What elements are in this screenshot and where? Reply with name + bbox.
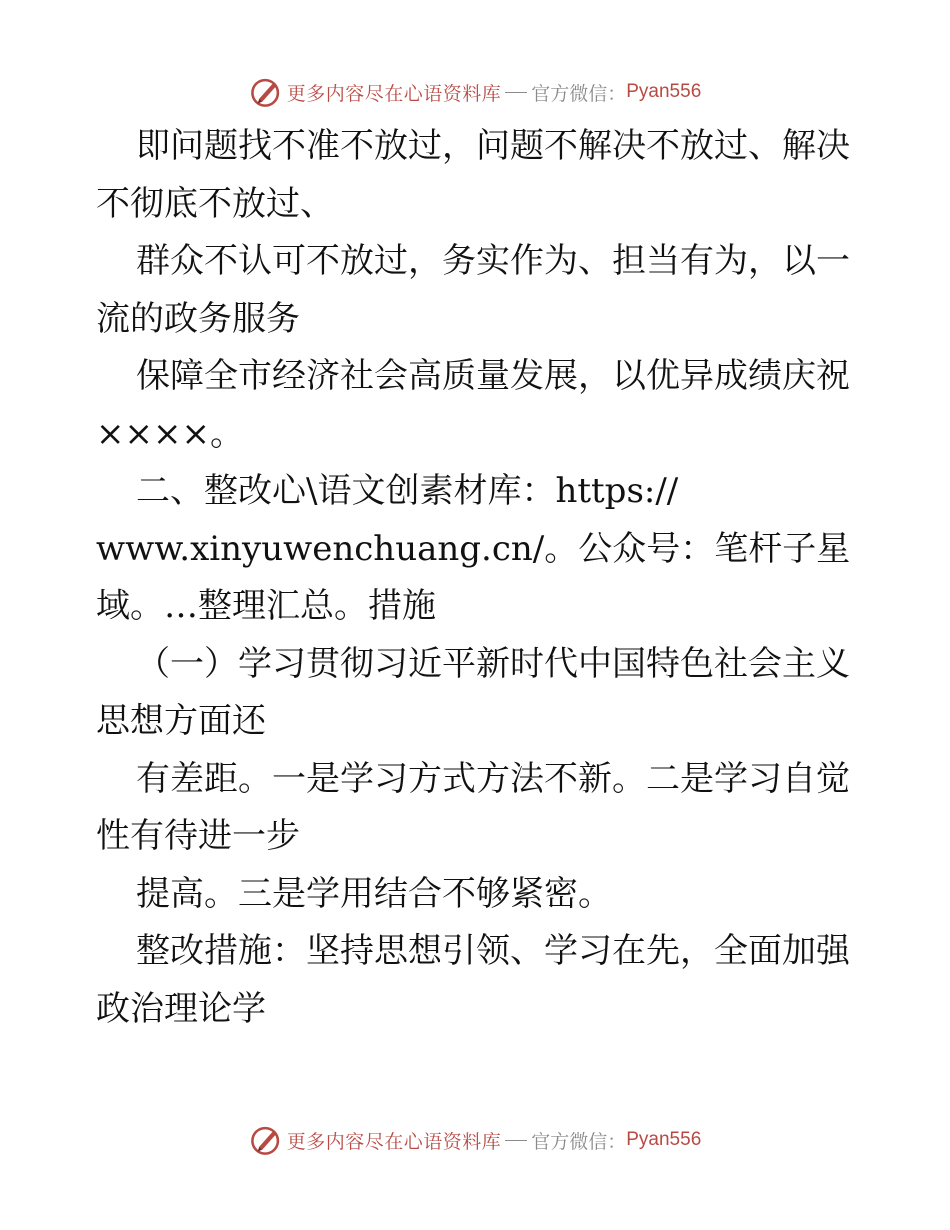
body-line: www.xinyuwenchuang.cn/。公众号：笔杆子星 [96, 528, 851, 569]
banner-divider [505, 92, 527, 93]
body-line: （一）学习贯彻习近平新时代中国特色社会主义 [136, 643, 850, 684]
body-line: 性有待进一步 [96, 816, 300, 856]
body-line: 流的政务服务 [96, 298, 300, 339]
banner-main-text: 更多内容尽在心语资料库 [286, 82, 502, 105]
body-line: 不彻底不放过、 [96, 183, 334, 224]
body-line: 二、整改心\语文创素材库：https:// [136, 471, 679, 511]
document-body [96, 118, 856, 1038]
pen-circle-logo-icon [249, 75, 283, 109]
pen-circle-logo-icon [249, 1123, 283, 1157]
header-banner [0, 72, 950, 112]
body-line: 保障全市经济社会高质量发展，以优异成绩庆祝 [136, 356, 850, 396]
body-line: 政治理论学 [96, 988, 266, 1029]
body-line: 即问题找不准不放过，问题不解决不放过、解决 [136, 126, 850, 166]
banner-main-text: 更多内容尽在心语资料库 [286, 1130, 502, 1153]
body-line: 域。…整理汇总。措施 [96, 586, 436, 626]
footer-banner [0, 1120, 950, 1160]
banner-official-label: 官方微信： [531, 82, 627, 105]
banner-wechat-id: Pyan556 [626, 1129, 702, 1150]
body-line: 整改措施：坚持思想引领、学习在先，全面加强 [136, 931, 850, 971]
banner-official-label: 官方微信： [531, 1130, 627, 1153]
banner-divider [505, 1140, 527, 1141]
body-line: 思想方面还 [96, 701, 266, 741]
body-line: 有差距。一是学习方式方法不新。二是学习自觉 [136, 758, 850, 799]
body-line: 提高。三是学用结合不够紧密。 [136, 873, 612, 914]
body-line: 群众不认可不放过，务实作为、担当有为，以一 [136, 241, 850, 281]
banner-wechat-id: Pyan556 [626, 81, 702, 102]
body-line: ××××。 [96, 413, 244, 454]
